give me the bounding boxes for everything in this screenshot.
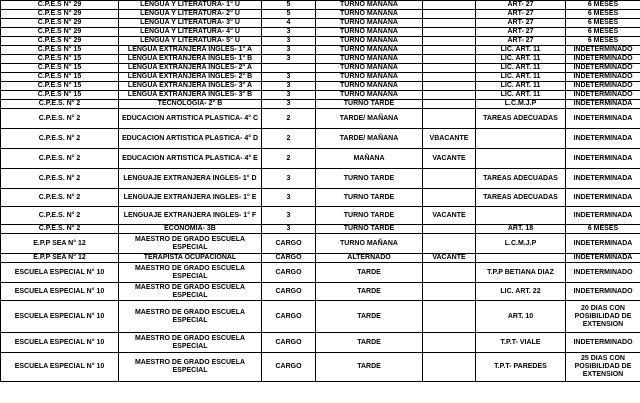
duration-cell[interactable]: INDETERMINADO	[566, 91, 640, 100]
subject-cell[interactable]: MAESTRO DE GRADO ESCUELA ESPECIAL	[119, 353, 262, 382]
subject-cell[interactable]: TERAPISTA OCUPACIONAL	[119, 254, 262, 263]
shift-cell[interactable]: TURNO TARDE	[316, 207, 423, 225]
vacancy-cell[interactable]	[423, 19, 476, 28]
vacancy-cell[interactable]: VACANTE	[423, 254, 476, 263]
shift-cell[interactable]: TURNO MAÑANA	[316, 82, 423, 91]
table-row	[1, 301, 640, 333]
subject-cell[interactable]: ECONOMIA- 3B	[119, 225, 262, 234]
vacancy-cell[interactable]	[423, 189, 476, 207]
subject-cell[interactable]: LENGUAJE EXTRANJERA INGLES- 1° E	[119, 189, 262, 207]
reason-cell[interactable]: LIC. ART. 11	[476, 64, 566, 73]
school-cell[interactable]: C.P.E.S N° 15	[1, 64, 119, 73]
subject-cell[interactable]: TECNOLOGIA- 2° B	[119, 100, 262, 109]
shift-cell[interactable]: ALTERNADO	[316, 254, 423, 263]
duration-cell[interactable]: 20 DIAS CON POSIBILIDAD DE EXTENSION	[566, 301, 640, 333]
reason-cell[interactable]: TAREAS ADECUADAS	[476, 169, 566, 189]
shift-cell[interactable]: TARDE	[316, 283, 423, 301]
subject-cell[interactable]: LENGUA Y LITERATURA- 4° U	[119, 28, 262, 37]
hours-cell[interactable]: 3	[262, 100, 316, 109]
subject-cell[interactable]: MAESTRO DE GRADO ESCUELA ESPECIAL	[119, 234, 262, 254]
subject-cell[interactable]: LENGUA EXTRANJERA INGLES- 3° B	[119, 91, 262, 100]
school-cell[interactable]: C.P.E.S N° 29	[1, 19, 119, 28]
duration-cell[interactable]: INDETERMINADA	[566, 169, 640, 189]
duration-cell[interactable]: 6 MESES	[566, 37, 640, 46]
subject-cell[interactable]: LENGUAJE EXTRANJERA INGLES- 1° D	[119, 169, 262, 189]
hours-cell[interactable]: 3	[262, 28, 316, 37]
table-row	[1, 353, 640, 382]
subject-cell[interactable]: LENGUA EXTRANJERA INGLES- 1° A	[119, 46, 262, 55]
shift-cell[interactable]: MAÑANA	[316, 149, 423, 169]
shift-cell[interactable]: TURNO TARDE	[316, 225, 423, 234]
school-cell[interactable]: C.P.E.S N° 15	[1, 82, 119, 91]
duration-cell[interactable]: INDETERMINADO	[566, 263, 640, 283]
vacancy-cell[interactable]	[423, 169, 476, 189]
vacancy-cell[interactable]	[423, 55, 476, 64]
shift-cell[interactable]: TARDE	[316, 263, 423, 283]
duration-cell[interactable]: INDETERMINADA	[566, 149, 640, 169]
table-row	[1, 189, 640, 207]
shift-cell[interactable]: TURNO MAÑANA	[316, 73, 423, 82]
vacancy-cell[interactable]	[423, 234, 476, 254]
vacancy-cell[interactable]	[423, 64, 476, 73]
vacancy-cell[interactable]	[423, 37, 476, 46]
duration-cell[interactable]: INDETERMINADA	[566, 189, 640, 207]
shift-cell[interactable]: TURNO MAÑANA	[316, 64, 423, 73]
hours-cell[interactable]: CARGO	[262, 353, 316, 382]
table-row	[1, 234, 640, 254]
shift-cell[interactable]: TURNO TARDE	[316, 169, 423, 189]
school-cell[interactable]: ESCUELA ESPECIAL N° 10	[1, 301, 119, 333]
shift-cell[interactable]: TURNO MAÑANA	[316, 37, 423, 46]
subject-cell[interactable]: MAESTRO DE GRADO ESCUELA ESPECIAL	[119, 333, 262, 353]
duration-cell[interactable]: INDETERMINADA	[566, 109, 640, 129]
vacancy-cell[interactable]	[423, 46, 476, 55]
duration-cell[interactable]: INDETERMINADA	[566, 254, 640, 263]
table-row	[1, 55, 640, 64]
reason-cell[interactable]: ART- 27	[476, 19, 566, 28]
hours-cell[interactable]: 4	[262, 19, 316, 28]
school-cell[interactable]: C.P.E.S. N° 2	[1, 225, 119, 234]
table-row	[1, 254, 640, 263]
table-row	[1, 64, 640, 73]
school-cell[interactable]: ESCUELA ESPECIAL N° 10	[1, 333, 119, 353]
hours-cell[interactable]: 3	[262, 73, 316, 82]
reason-cell[interactable]: LIC. ART. 11	[476, 73, 566, 82]
hours-cell[interactable]: 3	[262, 55, 316, 64]
table-row	[1, 19, 640, 28]
vacancy-cell[interactable]: VACANTE	[423, 207, 476, 225]
reason-cell[interactable]: LIC. ART. 11	[476, 55, 566, 64]
school-cell[interactable]: E.P.P SEA N° 12	[1, 254, 119, 263]
vacancy-cell[interactable]: VACANTE	[423, 149, 476, 169]
subject-cell[interactable]: EDUCACION ARTISTICA PLASTICA- 4° E	[119, 149, 262, 169]
subject-cell[interactable]: LENGUA EXTRANJERA INGLES- 3° A	[119, 82, 262, 91]
hours-cell[interactable]: 3	[262, 46, 316, 55]
duration-cell[interactable]: INDETERMINADA	[566, 234, 640, 254]
reason-cell[interactable]: LIC. ART. 22	[476, 283, 566, 301]
reason-cell[interactable]	[476, 149, 566, 169]
hours-cell[interactable]: 2	[262, 109, 316, 129]
school-cell[interactable]: C.P.E.S N° 29	[1, 28, 119, 37]
table-row	[1, 100, 640, 109]
vacancy-cell[interactable]	[423, 73, 476, 82]
subject-cell[interactable]: LENGUA Y LITERATURA- 1° U	[119, 1, 262, 10]
hours-cell[interactable]: 3	[262, 207, 316, 225]
duration-cell[interactable]: 6 MESES	[566, 19, 640, 28]
subject-cell[interactable]: EDUCACION ARTISTICA PLASTICA- 4° C	[119, 109, 262, 129]
subject-cell[interactable]: LENGUA EXTRANJERA INGLES- 1° B	[119, 55, 262, 64]
duration-cell[interactable]: 6 MESES	[566, 10, 640, 19]
table-row	[1, 263, 640, 283]
hours-cell[interactable]: 2	[262, 129, 316, 149]
shift-cell[interactable]: TURNO MAÑANA	[316, 28, 423, 37]
subject-cell[interactable]: LENGUA Y LITERATURA- 3° U	[119, 19, 262, 28]
reason-cell[interactable]: LIC. ART. 11	[476, 82, 566, 91]
hours-cell[interactable]: CARGO	[262, 254, 316, 263]
shift-cell[interactable]: TURNO MAÑANA	[316, 1, 423, 10]
duration-cell[interactable]: INDETERMINADO	[566, 333, 640, 353]
subject-cell[interactable]: LENGUA EXTRANJERA INGLES- 2° A	[119, 64, 262, 73]
table-row	[1, 225, 640, 234]
hours-cell[interactable]: CARGO	[262, 234, 316, 254]
duration-cell[interactable]: 6 MESES	[566, 225, 640, 234]
table-row	[1, 1, 640, 10]
vacancy-cell[interactable]	[423, 1, 476, 10]
hours-cell[interactable]: CARGO	[262, 333, 316, 353]
reason-cell[interactable]: ART. 10	[476, 301, 566, 333]
shift-cell[interactable]: TARDE/ MAÑANA	[316, 109, 423, 129]
reason-cell[interactable]: LIC. ART. 11	[476, 46, 566, 55]
subject-cell[interactable]: LENGUA Y LITERATURA- 5° U	[119, 37, 262, 46]
shift-cell[interactable]: TURNO MAÑANA	[316, 19, 423, 28]
duration-cell[interactable]: 25 DIAS CON POSIBILIDAD DE EXTENSION	[566, 353, 640, 382]
hours-cell[interactable]: 2	[262, 149, 316, 169]
duration-cell[interactable]: INDETERMINADO	[566, 64, 640, 73]
school-cell[interactable]: C.P.E.S N° 29	[1, 10, 119, 19]
reason-cell[interactable]: ART- 27	[476, 1, 566, 10]
hours-cell[interactable]: 3	[262, 37, 316, 46]
reason-cell[interactable]: L.C.M.J.P	[476, 100, 566, 109]
school-cell[interactable]: C.P.E.S. N° 2	[1, 207, 119, 225]
shift-cell[interactable]: TURNO TARDE	[316, 100, 423, 109]
subject-cell[interactable]: LENGUA EXTRANJERA INGLES- 2° B	[119, 73, 262, 82]
vacancy-cell[interactable]	[423, 283, 476, 301]
shift-cell[interactable]: TARDE	[316, 301, 423, 333]
reason-cell[interactable]	[476, 207, 566, 225]
shift-cell[interactable]: TURNO MAÑANA	[316, 55, 423, 64]
reason-cell[interactable]: T.P.P BETIANA DIAZ	[476, 263, 566, 283]
table-row	[1, 73, 640, 82]
shift-cell[interactable]: TURNO TARDE	[316, 189, 423, 207]
vacancy-cell[interactable]	[423, 10, 476, 19]
school-cell[interactable]: C.P.E.S N° 29	[1, 1, 119, 10]
table-row	[1, 207, 640, 225]
reason-cell[interactable]: ART- 27	[476, 10, 566, 19]
reason-cell[interactable]	[476, 129, 566, 149]
vacancy-cell[interactable]	[423, 353, 476, 382]
subject-cell[interactable]: EDUCACION ARTISTICA PLASTICA- 4° D	[119, 129, 262, 149]
hours-cell[interactable]: CARGO	[262, 301, 316, 333]
vacancy-cell[interactable]	[423, 28, 476, 37]
table-row	[1, 169, 640, 189]
duration-cell[interactable]: 6 MESES	[566, 28, 640, 37]
reason-cell[interactable]	[476, 254, 566, 263]
reason-cell[interactable]: T.P.T- PAREDES	[476, 353, 566, 382]
duration-cell[interactable]: INDETERMINADO	[566, 283, 640, 301]
table-row	[1, 91, 640, 100]
reason-cell[interactable]: LIC. ART. 11	[476, 91, 566, 100]
vacancy-cell[interactable]	[423, 109, 476, 129]
school-cell[interactable]: C.P.E.S. N° 2	[1, 149, 119, 169]
vacancy-cell[interactable]	[423, 100, 476, 109]
school-cell[interactable]: C.P.E.S N° 15	[1, 73, 119, 82]
school-cell[interactable]: E.P.P SEA N° 12	[1, 234, 119, 254]
shift-cell[interactable]: TARDE	[316, 353, 423, 382]
shift-cell[interactable]: TARDE	[316, 333, 423, 353]
shift-cell[interactable]: TURNO MAÑANA	[316, 10, 423, 19]
reason-cell[interactable]: TAREAS ADECUADAS	[476, 109, 566, 129]
duration-cell[interactable]: INDETERMINADA	[566, 100, 640, 109]
hours-cell[interactable]	[262, 64, 316, 73]
vacancy-cell[interactable]	[423, 263, 476, 283]
school-cell[interactable]: C.P.E.S N° 15	[1, 55, 119, 64]
school-cell[interactable]: C.P.E.S. N° 2	[1, 169, 119, 189]
school-cell[interactable]: ESCUELA ESPECIAL N° 10	[1, 353, 119, 382]
reason-cell[interactable]: ART- 27	[476, 37, 566, 46]
school-cell[interactable]: C.P.E.S. N° 2	[1, 100, 119, 109]
table-row	[1, 109, 640, 129]
duration-cell[interactable]: INDETERMINADA	[566, 207, 640, 225]
vacancy-cell[interactable]	[423, 82, 476, 91]
table-row	[1, 37, 640, 46]
subject-cell[interactable]: MAESTRO DE GRADO ESCUELA ESPECIAL	[119, 301, 262, 333]
school-cell[interactable]: C.P.E.S N° 29	[1, 37, 119, 46]
shift-cell[interactable]: TURNO MAÑANA	[316, 234, 423, 254]
hours-cell[interactable]: CARGO	[262, 283, 316, 301]
duration-cell[interactable]: INDETERMINADA	[566, 129, 640, 149]
reason-cell[interactable]: ART. 18	[476, 225, 566, 234]
hours-cell[interactable]: 5	[262, 10, 316, 19]
hours-cell[interactable]: 5	[262, 1, 316, 10]
duration-cell[interactable]: INDETERMINADO	[566, 73, 640, 82]
duration-cell[interactable]: INDETERMINADO	[566, 46, 640, 55]
school-cell[interactable]: C.P.E.S. N° 2	[1, 129, 119, 149]
reason-cell[interactable]: ART- 27	[476, 28, 566, 37]
school-cell[interactable]: ESCUELA ESPECIAL N° 10	[1, 263, 119, 283]
vacancy-cell[interactable]	[423, 301, 476, 333]
shift-cell[interactable]: TURNO MAÑANA	[316, 46, 423, 55]
vacancy-cell[interactable]	[423, 333, 476, 353]
school-cell[interactable]: C.P.E.S N° 15	[1, 91, 119, 100]
vacancy-cell[interactable]	[423, 225, 476, 234]
hours-cell[interactable]: 3	[262, 91, 316, 100]
duration-cell[interactable]: INDETERMINADO	[566, 82, 640, 91]
reason-cell[interactable]: L.C.M.J.P	[476, 234, 566, 254]
vacancy-cell[interactable]: VBACANTE	[423, 129, 476, 149]
school-cell[interactable]: ESCUELA ESPECIAL N° 10	[1, 283, 119, 301]
shift-cell[interactable]: TURNO MAÑANA	[316, 91, 423, 100]
table-row	[1, 46, 640, 55]
table-row	[1, 10, 640, 19]
vacancy-cell[interactable]	[423, 91, 476, 100]
hours-cell[interactable]: 3	[262, 82, 316, 91]
duration-cell[interactable]: INDETERMINADO	[566, 55, 640, 64]
hours-cell[interactable]: 3	[262, 225, 316, 234]
table-row	[1, 28, 640, 37]
subject-cell[interactable]: MAESTRO DE GRADO ESCUELA ESPECIAL	[119, 283, 262, 301]
subject-cell[interactable]: LENGUAJE EXTRANJERA INGLES- 1° F	[119, 207, 262, 225]
school-cell[interactable]: C.P.E.S. N° 2	[1, 189, 119, 207]
hours-cell[interactable]: CARGO	[262, 263, 316, 283]
table-row	[1, 333, 640, 353]
hours-cell[interactable]: 3	[262, 169, 316, 189]
school-cell[interactable]: C.P.E.S N° 15	[1, 46, 119, 55]
shift-cell[interactable]: TARDE/ MAÑANA	[316, 129, 423, 149]
reason-cell[interactable]: TAREAS ADECUADAS	[476, 189, 566, 207]
hours-cell[interactable]: 3	[262, 189, 316, 207]
subject-cell[interactable]: LENGUA Y LITERATURA- 2° U	[119, 10, 262, 19]
table-row	[1, 149, 640, 169]
school-cell[interactable]: C.P.E.S. N° 2	[1, 109, 119, 129]
table-row	[1, 129, 640, 149]
subject-cell[interactable]: MAESTRO DE GRADO ESCUELA ESPECIAL	[119, 263, 262, 283]
table-row	[1, 283, 640, 301]
reason-cell[interactable]: T.P.T- VIALE	[476, 333, 566, 353]
duration-cell[interactable]: 6 MESES	[566, 1, 640, 10]
table-row	[1, 82, 640, 91]
